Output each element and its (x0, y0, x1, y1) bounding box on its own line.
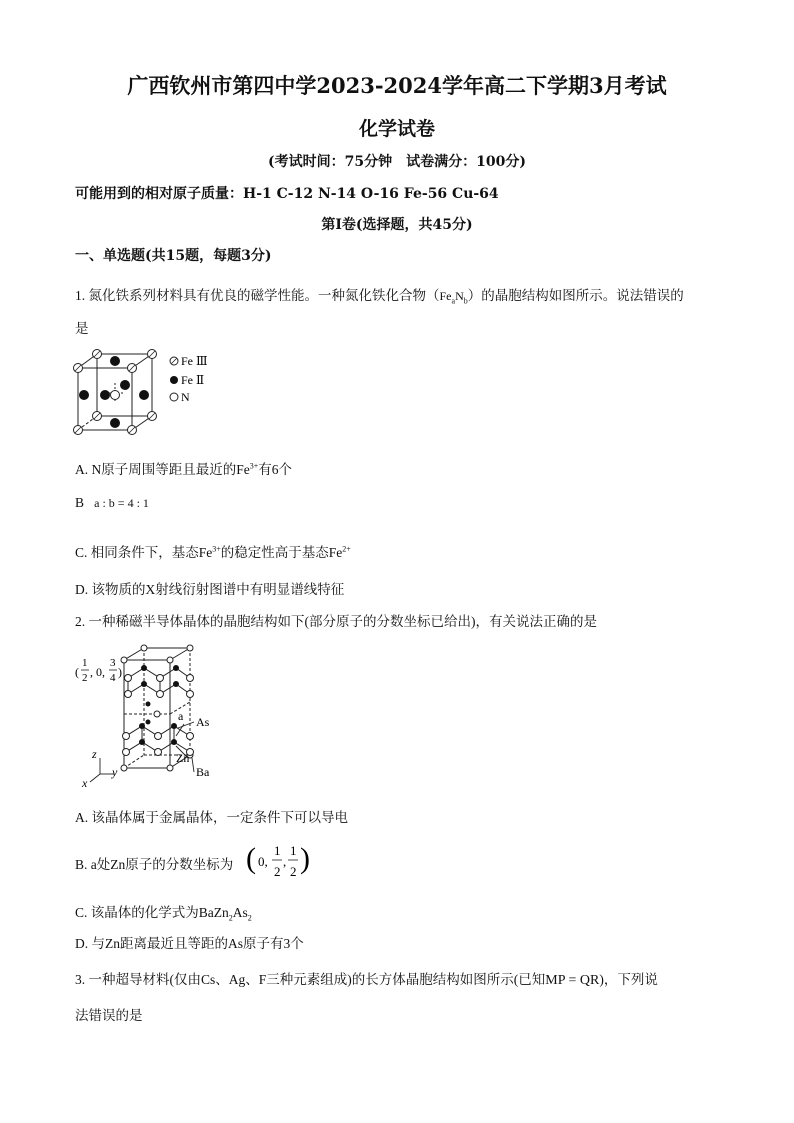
label-zn: Zn (176, 751, 190, 765)
coord-b-den2: 2 (290, 864, 297, 879)
q1-stem-part-b: ）的晶胞结构如图所示。说法错误的 (467, 288, 684, 303)
q1-option-a: A. N原子周围等距且最近的$Fe^{3+}$有6个 (75, 461, 293, 477)
coord-den2: 4 (110, 672, 116, 684)
q1-option-c: C. 相同条件下，基态$Fe^{3+}$的稳定性高于基态$Fe^{2+}$ (75, 544, 351, 560)
coord-num2: 3 (110, 657, 116, 669)
q2-stem: 2. 一种稀磁半导体晶体的晶胞结构如下(部分原子的分数坐标已给出)，有关说法正确的是 (75, 614, 597, 629)
svg-text:): ) (300, 842, 310, 875)
coord-den1: 2 (82, 672, 88, 684)
q2-option-a: A. 该晶体属于金属晶体，一定条件下可以导电 (75, 810, 348, 825)
q2-option-b: B. a处Zn原子的分数坐标为 (75, 857, 234, 872)
label-as: As (196, 715, 210, 729)
volume-heading: 第Ⅰ卷(选择题，共45分) (321, 217, 473, 233)
label-ba: Ba (196, 765, 210, 779)
coord-close: ) (118, 665, 122, 679)
exam-title: 广西钦州市第四中学2023-2024学年高二下学期3月考试 (127, 73, 667, 98)
atomic-masses: 可能用到的相对原子质量：H-1 C-12 N-14 O-16 Fe-56 Cu-64 (75, 186, 499, 202)
legend-fe3: Fe Ⅲ (181, 354, 208, 368)
coord-b-num1: 1 (274, 843, 281, 858)
q2-option-b-coordinate (244, 838, 314, 884)
q1-option-b: B a : b = 4 : 1 (75, 495, 149, 510)
coord-zero: 0, (258, 854, 268, 869)
section-heading: 一、单选题(共15题，每题3分) (75, 248, 272, 264)
legend-n: N (181, 390, 190, 404)
q1-crystal-figure (70, 345, 250, 445)
n-center-atom (111, 391, 120, 400)
q1-stem-part-a: 1. 氮化铁系列材料具有优良的磁学性能。一种氮化铁化合物（ (75, 288, 440, 303)
exam-subtitle: 化学试卷 (358, 118, 435, 140)
q3-stem-tail: 法错误的是 (75, 1008, 143, 1023)
coord-b-num2: 1 (290, 843, 297, 858)
q1-option-d: D. 该物质的X射线衍射图谱中有明显谱线特征 (75, 582, 345, 597)
axis-y: y (112, 765, 118, 779)
q2-crystal-figure (72, 640, 232, 790)
coord-num1: 1 (82, 657, 88, 669)
q1-formula: $Fe_aN_b$ (439, 289, 468, 306)
q1-legend (170, 354, 208, 404)
axis-x: x (82, 776, 88, 790)
legend-fe2: Fe Ⅱ (181, 373, 205, 387)
exam-info: (考试时间：75分钟 试卷满分：100分) (268, 154, 526, 170)
svg-text:(: ( (246, 842, 256, 875)
q2-option-d: D. 与Zn距离最近且等距的As原子有3个 (75, 936, 304, 951)
q1-stem (75, 284, 684, 305)
label-a: a (178, 709, 184, 723)
q1-stem-tail: 是 (75, 321, 89, 336)
coord-b-den1: 2 (274, 864, 281, 879)
svg-text:,: , (283, 854, 287, 869)
axis-z: z (92, 747, 97, 761)
q2-option-c: C. 该晶体的化学式为$BaZn_2As_2$ (75, 905, 252, 923)
q3-stem: 3. 一种超导材料(仅由Cs、Ag、F三种元素组成)的长方体晶胞结构如图所示(已知MP = QR)，下列说 (75, 972, 658, 988)
coord-mid: , 0, (90, 665, 105, 679)
coord-open: ( (75, 665, 79, 679)
